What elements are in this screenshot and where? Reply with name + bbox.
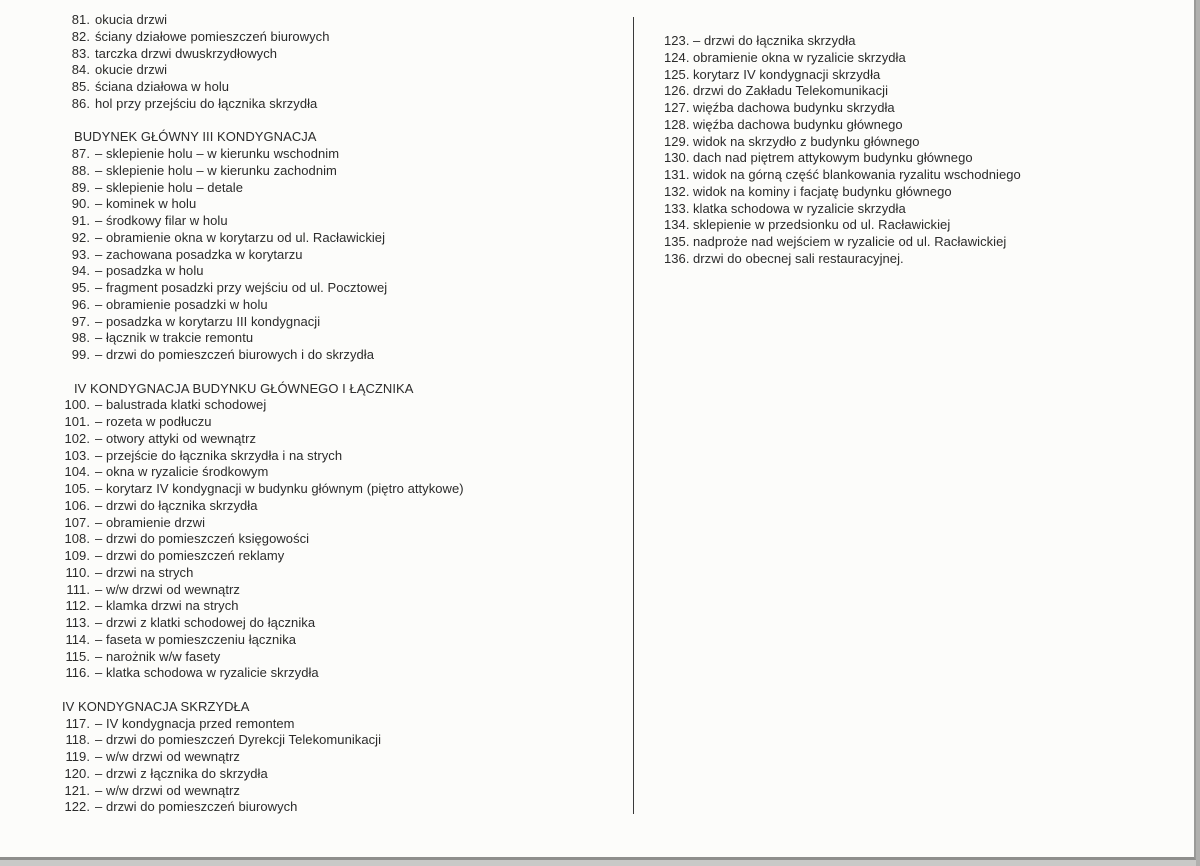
- item-text: więźba dachowa budynku skrzydła: [693, 100, 895, 115]
- item-text: widok na skrzydło z budynku głównego: [693, 133, 920, 149]
- item-number: 101.: [64, 414, 90, 429]
- item-text: – drzwi do pomieszczeń biurowych: [95, 799, 298, 815]
- item-text: – sklepienie holu – w kierunku wschodnim: [95, 146, 340, 161]
- list-item: [62, 464, 622, 481]
- item-number: 117.: [65, 715, 90, 731]
- list-item: [62, 46, 622, 63]
- item-text: więźba dachowa budynku głównego: [693, 116, 903, 132]
- list-item: [62, 79, 622, 96]
- item-text: – obramienie okna w korytarzu od ul. Racławickiej: [95, 229, 386, 245]
- item-text: – kominek w holu: [95, 196, 197, 212]
- list-item: [62, 347, 622, 364]
- item-number: 95.: [71, 280, 90, 295]
- item-number: 100.: [64, 397, 90, 413]
- item-number: 113.: [65, 615, 90, 630]
- item-number: 133.: [664, 200, 690, 216]
- item-text: – obramienie posadzki w holu: [95, 296, 268, 312]
- list-item: [664, 100, 1184, 117]
- item-text: tarczka drzwi dwuskrzydłowych: [95, 45, 278, 61]
- list-item: [62, 163, 622, 180]
- item-text: ściany działowe pomieszczeń biurowych: [95, 28, 330, 44]
- item-text: – drzwi z łącznika do skrzydła: [95, 765, 268, 781]
- item-number: 135.: [664, 234, 690, 249]
- list-item: [62, 196, 622, 213]
- right-column: [664, 33, 1184, 268]
- item-number: 106.: [64, 497, 90, 513]
- list-item: [664, 83, 1184, 100]
- item-number: 132.: [664, 183, 690, 199]
- item-text: – otwory attyki od wewnątrz: [95, 430, 257, 446]
- item-text: – sklepienie holu – detale: [95, 179, 244, 195]
- item-number: 111.: [66, 581, 90, 597]
- item-text: – drzwi do łącznika skrzydła: [693, 33, 856, 48]
- list-item: [664, 184, 1184, 201]
- item-text: – posadzka w holu: [95, 263, 204, 279]
- list-item: [62, 414, 622, 431]
- list-item: [62, 481, 622, 498]
- item-number: 131.: [664, 167, 690, 182]
- list-item: [62, 515, 622, 532]
- item-text: – zachowana posadzka w korytarzu: [95, 246, 303, 262]
- item-number: 114.: [65, 631, 90, 647]
- item-text: – narożnik w/w fasety: [95, 648, 221, 664]
- item-number: 102.: [64, 430, 90, 446]
- item-number: 116.: [65, 665, 90, 681]
- scan-edge: [1196, 0, 1200, 866]
- item-number: 126.: [664, 83, 690, 99]
- item-text: ściana działowa w holu: [95, 79, 230, 94]
- list-item: [62, 582, 622, 599]
- list-item: [62, 665, 622, 682]
- item-text: sklepienie w przedsionku od ul. Racławickiej: [693, 217, 951, 233]
- item-number: 99.: [71, 347, 90, 362]
- list-item: [62, 766, 622, 783]
- list-item: [62, 213, 622, 230]
- list-group-0: [62, 12, 622, 113]
- item-number: 86.: [71, 95, 90, 111]
- item-text: klatka schodowa w ryzalicie skrzydła: [693, 200, 906, 216]
- item-number: 119.: [65, 749, 90, 764]
- item-text: – klatka schodowa w ryzalicie skrzydła: [95, 665, 319, 681]
- list-item: [664, 234, 1184, 251]
- list-item: [62, 146, 622, 163]
- item-number: 98.: [71, 330, 90, 346]
- list-item: [62, 247, 622, 264]
- item-number: 108.: [64, 531, 90, 547]
- item-number: 129.: [664, 133, 690, 149]
- item-number: 82.: [71, 28, 90, 44]
- item-number: 97.: [71, 313, 90, 329]
- list-item: [664, 33, 1184, 50]
- list-item: [62, 498, 622, 515]
- item-text: drzwi do obecnej sali restauracyjnej.: [693, 250, 904, 266]
- column-divider: [633, 17, 634, 814]
- item-number: 85.: [71, 79, 90, 94]
- item-number: 81.: [71, 12, 90, 27]
- list-item: [62, 565, 622, 582]
- list-item: [62, 62, 622, 79]
- item-text: – obramienie drzwi: [95, 514, 206, 530]
- section-heading: IV KONDYGNACJA SKRZYDŁA: [62, 698, 250, 714]
- item-number: 123.: [664, 33, 690, 48]
- list-item: [62, 431, 622, 448]
- item-text: – drzwi na strych: [95, 564, 194, 580]
- list-item: [62, 632, 622, 649]
- item-number: 115.: [65, 648, 90, 664]
- section-gap: [62, 682, 622, 699]
- item-number: 91.: [71, 213, 90, 228]
- item-number: 109.: [64, 548, 90, 563]
- list-item: [62, 96, 622, 113]
- item-number: 94.: [71, 263, 90, 279]
- list-item: [62, 548, 622, 565]
- list-item: [664, 50, 1184, 67]
- item-text: hol przy przejściu do łącznika skrzydła: [95, 95, 318, 111]
- item-number: 110.: [65, 564, 90, 580]
- item-text: – fragment posadzki przy wejściu od ul. Pocztowej: [95, 280, 388, 295]
- list-item: [62, 749, 622, 766]
- item-number: 93.: [71, 246, 90, 262]
- item-text: – IV kondygnacja przed remontem: [95, 715, 295, 731]
- section-gap: [62, 364, 622, 381]
- item-number: 125.: [664, 66, 690, 82]
- list-item: [664, 67, 1184, 84]
- item-number: 84.: [71, 62, 90, 78]
- list-item: [664, 167, 1184, 184]
- item-text: – okna w ryzalicie środkowym: [95, 464, 269, 480]
- item-number: 121.: [64, 782, 90, 798]
- list-item: [62, 230, 622, 247]
- item-text: – posadzka w korytarzu III kondygnacji: [95, 313, 321, 329]
- item-text: – drzwi do pomieszczeń księgowości: [95, 531, 310, 547]
- item-text: – drzwi do łącznika skrzydła: [95, 497, 258, 513]
- item-text: dach nad piętrem attykowym budynku głównego: [693, 150, 973, 166]
- item-text: obramienie okna w ryzalicie skrzydła: [693, 49, 906, 65]
- item-number: 90.: [71, 196, 90, 212]
- list-item: [62, 598, 622, 615]
- list-group-3: [62, 699, 622, 816]
- item-text: – drzwi do pomieszczeń reklamy: [95, 548, 285, 563]
- item-text: – łącznik w trakcie remontu: [95, 330, 254, 346]
- list-item: [62, 448, 622, 465]
- item-text: – w/w drzwi od wewnątrz: [95, 782, 240, 798]
- item-number: 128.: [664, 116, 690, 132]
- item-text: okucie drzwi: [95, 62, 168, 78]
- item-text: – faseta w pomieszczeniu łącznika: [95, 631, 297, 647]
- list-item: [664, 150, 1184, 167]
- item-text: – przejście do łącznika skrzydła i na strych: [95, 447, 343, 463]
- list-group-1: [62, 129, 622, 364]
- item-number: 130.: [664, 150, 690, 166]
- list-item: [664, 117, 1184, 134]
- list-item: [664, 201, 1184, 218]
- item-text: widok na kominy i facjatę budynku głównego: [693, 183, 952, 199]
- item-number: 104.: [64, 464, 90, 480]
- item-number: 89.: [71, 179, 90, 195]
- list-item: [62, 531, 622, 548]
- list-item: [62, 12, 622, 29]
- item-number: 83.: [71, 45, 90, 61]
- item-number: 87.: [71, 146, 90, 161]
- item-text: – klamka drzwi na strych: [95, 598, 239, 614]
- section-heading: IV KONDYGNACJA BUDYNKU GŁÓWNEGO I ŁĄCZNIKA: [74, 380, 414, 396]
- item-number: 92.: [71, 229, 90, 245]
- item-text: okucia drzwi: [95, 12, 168, 27]
- item-text: – rozeta w podłuczu: [95, 414, 212, 429]
- item-number: 120.: [64, 765, 90, 781]
- list-item: [62, 280, 622, 297]
- list-item: [664, 217, 1184, 234]
- section-gap: [62, 113, 622, 130]
- list-item: [664, 251, 1184, 268]
- list-item: [62, 29, 622, 46]
- item-text: widok na górną część blankowania ryzalitu wschodniego: [693, 167, 1021, 182]
- list-item: [62, 180, 622, 197]
- section-heading: BUDYNEK GŁÓWNY III KONDYGNACJA: [74, 129, 317, 145]
- item-text: – drzwi do pomieszczeń Dyrekcji Telekomunikacji: [95, 732, 382, 748]
- item-number: 88.: [71, 162, 90, 178]
- item-number: 107.: [64, 514, 90, 530]
- list-item: [62, 263, 622, 280]
- item-text: nadproże nad wejściem w ryzalicie od ul. Racławickiej: [693, 234, 1007, 249]
- list-item: [62, 297, 622, 314]
- item-text: – drzwi do pomieszczeń biurowych i do skrzydła: [95, 347, 375, 362]
- list-item: [62, 732, 622, 749]
- item-text: – w/w drzwi od wewnątrz: [95, 749, 240, 764]
- item-text: – w/w drzwi od wewnątrz: [95, 581, 240, 597]
- list-item: [62, 649, 622, 666]
- item-text: drzwi do Zakładu Telekomunikacji: [693, 83, 889, 99]
- item-text: – korytarz IV kondygnacji w budynku głównym (piętro attykowe): [95, 481, 464, 496]
- left-column: [62, 12, 622, 816]
- list-item: [62, 314, 622, 331]
- item-number: 105.: [64, 481, 90, 496]
- item-number: 127.: [664, 100, 690, 115]
- item-text: – środkowy filar w holu: [95, 213, 228, 228]
- list-item: [62, 615, 622, 632]
- list-item: [62, 799, 622, 816]
- list-item: [664, 134, 1184, 151]
- item-number: 136.: [664, 250, 690, 266]
- item-text: – balustrada klatki schodowej: [95, 397, 267, 413]
- item-number: 134.: [664, 217, 690, 233]
- item-text: – sklepienie holu – w kierunku zachodnim: [95, 162, 337, 178]
- item-number: 122.: [64, 799, 90, 815]
- item-number: 103.: [64, 447, 90, 463]
- item-number: 96.: [71, 296, 90, 312]
- list-item: [62, 783, 622, 800]
- list-item: [62, 397, 622, 414]
- list-group-2: [62, 381, 622, 683]
- item-number: 112.: [65, 598, 90, 614]
- list-item: [62, 330, 622, 347]
- item-number: 124.: [664, 49, 690, 65]
- item-text: – drzwi z klatki schodowej do łącznika: [95, 615, 316, 630]
- item-text: korytarz IV kondygnacji skrzydła: [693, 66, 881, 82]
- item-number: 118.: [65, 732, 90, 748]
- list-item: [62, 716, 622, 733]
